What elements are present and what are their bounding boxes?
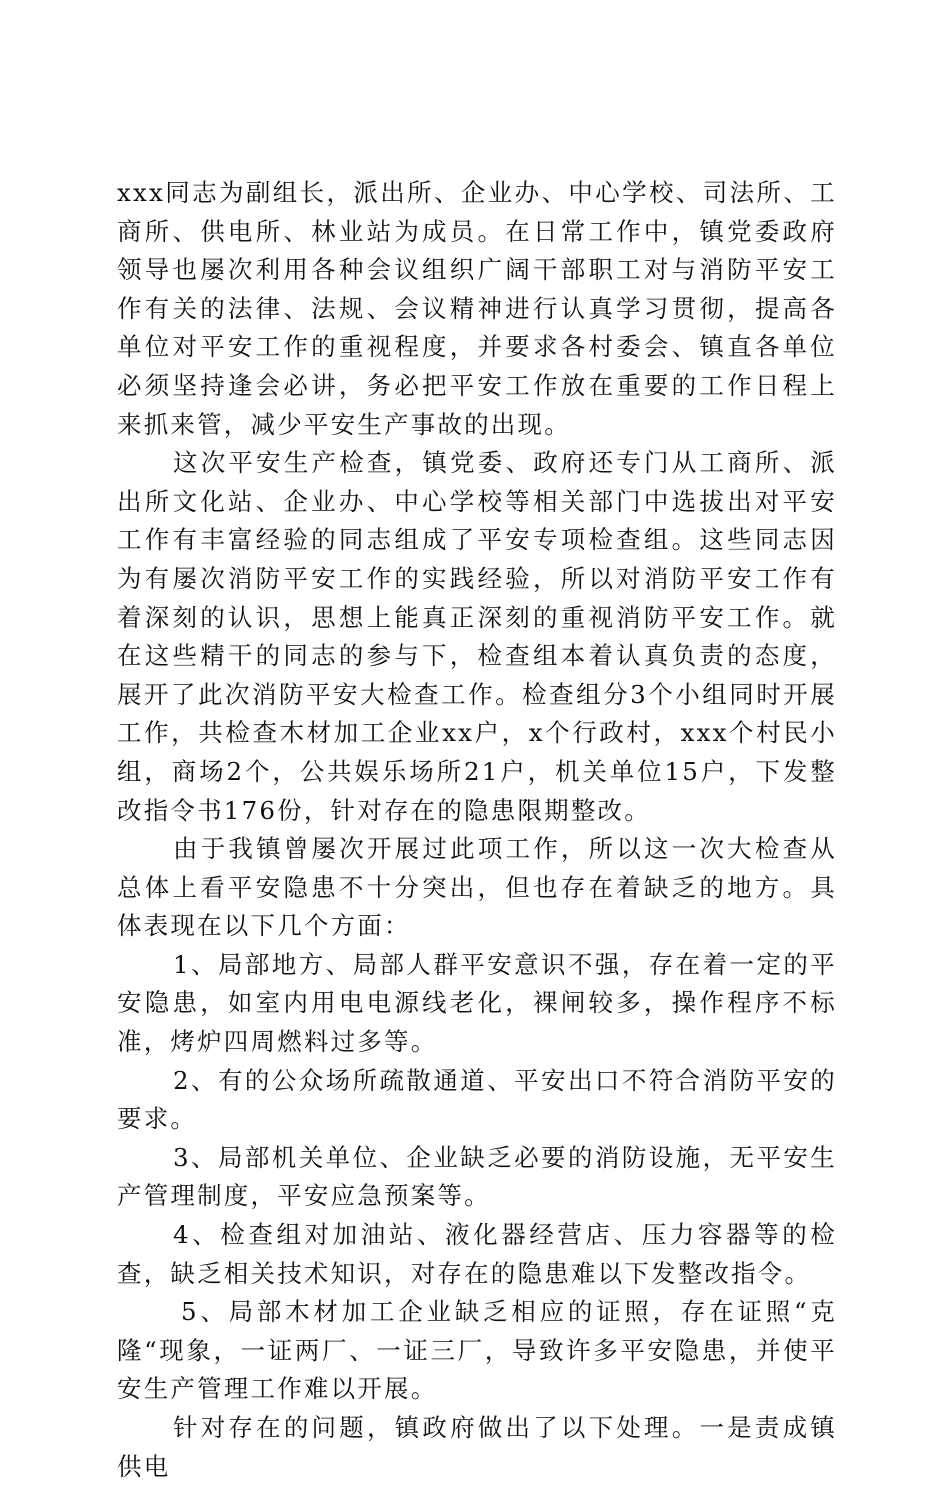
paragraph: 由于我镇曾屡次开展过此项工作，所以这一次大检查从总体上看平安隐患不十分突出，但也存在着缺乏的地方。具体表现在以下几个方面： (117, 834, 837, 941)
document-body (117, 174, 837, 1486)
list-item: 5、局部木材加工企业缺乏相应的证照，存在证照“克隆“现象，一证两厂、一证三厂，导致许多平安隐患，并使平安生产管理工作难以开展。 (117, 1297, 837, 1404)
list-item: 2、有的公众场所疏散通道、平安出口不符合消防平安的要求。 (117, 1065, 837, 1134)
paragraph: 针对存在的问题，镇政府做出了以下处理。一是责成镇供电 (117, 1413, 837, 1481)
list-item: 3、局部机关单位、企业缺乏必要的消防设施，无平安生产管理制度，平安应急预案等。 (117, 1142, 837, 1211)
list-item: 4、检查组对加油站、液化器经营店、压力容器等的检查，缺乏相关技术知识，对存在的隐患难以下发整改指令。 (117, 1220, 837, 1288)
list-item: 1、局部地方、局部人群平安意识不强，存在着一定的平安隐患，如室内用电电源线老化，裸闸较多，操作程序不标准，烤炉四周燃料过多等。 (117, 949, 837, 1057)
paragraph: xxx同志为副组长，派出所、企业办、中心学校、司法所、工商所、供电所、林业站为成员。在日常工作中，镇党委政府领导也屡次利用各种会议组织广阔干部职工对与消防平安工作有关的法律、法规、会议精神进行认真学习贯彻，提高各单位对平安工作的重视程度，并要求各村委会、镇直各单位必须坚持逢会必讲，务必把平安工作放在重要的工作日程上来抓来管，减少平安生产事故的出现。 (117, 178, 837, 439)
paragraph: 这次平安生产检查，镇党委、政府还专门从工商所、派出所文化站、企业办、中心学校等相关部门中选拔出对平安工作有丰富经验的同志组成了平安专项检查组。这些同志因为有屡次消防平安工作的实践经验，所以对消防平安工作有着深刻的认识，思想上能真正深刻的重视消防平安工作。就在这些精干的同志的参与下，检查组本着认真负责的态度，展开了此次消防平安大检查工作。检查组分3个小组同时开展工作，共检查木材加工企业xx户，x个行政村，xxx个村民小组，商场2个，公共娱乐场所21户，机关单位15户，下发整改指令书176份，针对存在的隐患限期整改。 (117, 448, 837, 825)
